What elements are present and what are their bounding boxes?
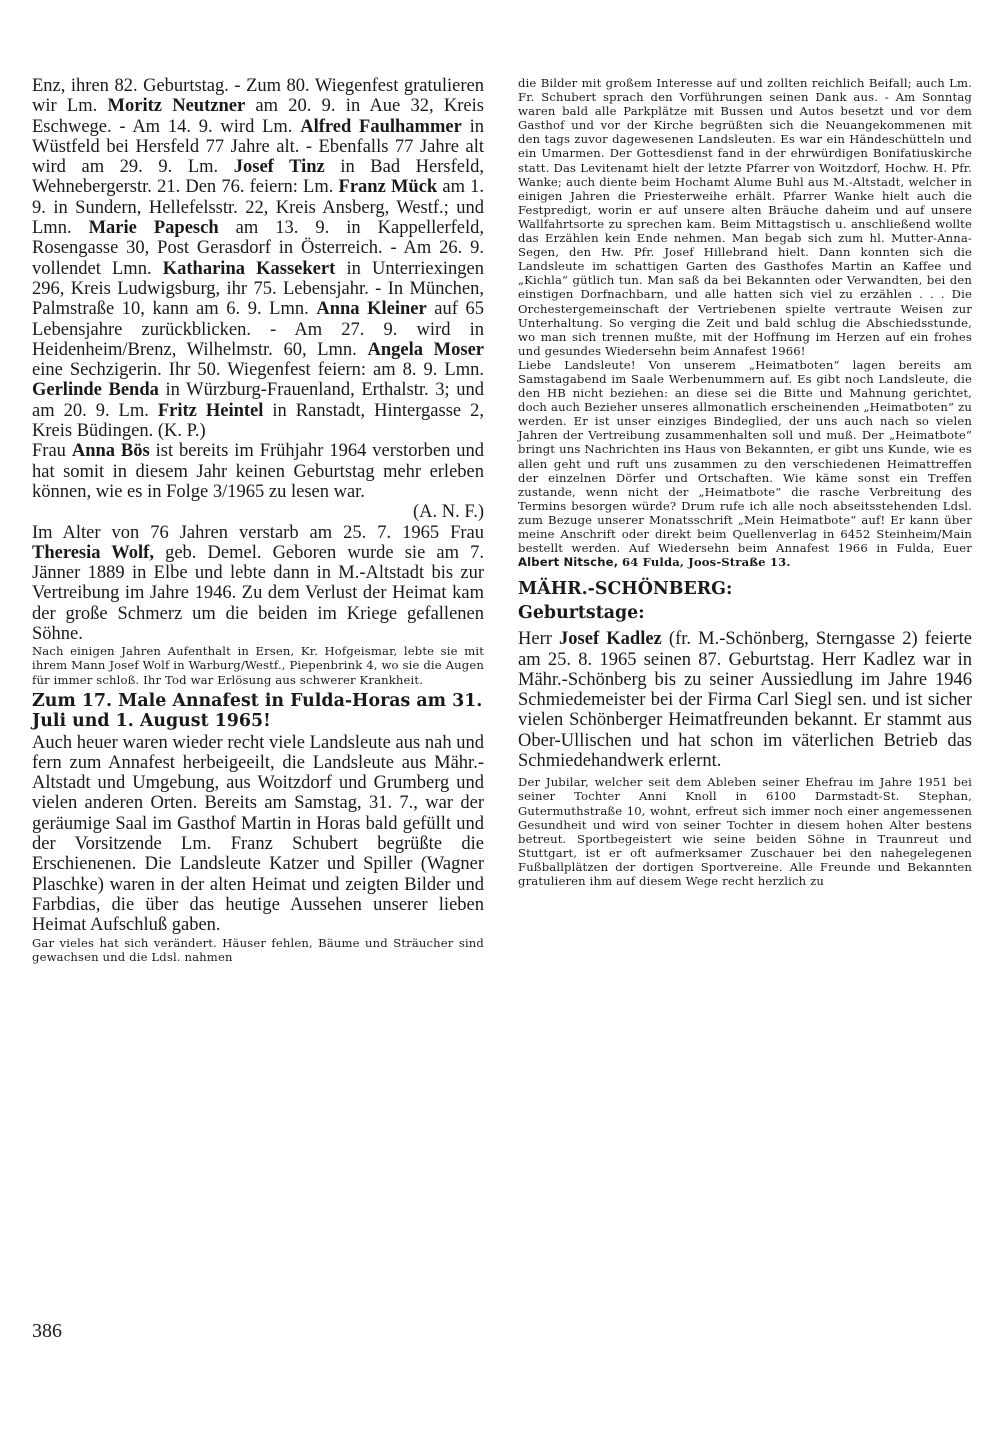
left-column: [32, 76, 484, 964]
obituary-continuation: Nach einigen Jahren Aufenthalt in Ersen, Kr. Hofgeismar, lebte sie mit ihrem Mann Josef Wolf in Warburg/Westf., Piepenbrink 4, wo sie die Augen für immer schloß. Ihr Tod war Erlösung aus schwerer Krankheit.: [32, 644, 484, 687]
kadlez-birthday: Herr Josef Kadlez (fr. M.-Schönberg, Sterngasse 2) feierte am 25. 8. 1965 seinen 87. Geburtstag. Herr Kadlez war in Mähr.-Schönberg bis zu seiner Aussiedlung im Jahre 1946 Schmiedemeister bei der Firma Carl Siegl sen. und ist sicher vielen Schönberger Heimatfreunden bekannt. Er stammt aus Ober-Ullischen und hat schon im väterlichen Betrieb das Schmiedehandwerk erlernt.: [518, 629, 972, 772]
kadlez-birthday-continued: Der Jubilar, welcher seit dem Ableben seiner Ehefrau im Jahre 1951 bei seiner Tochter Anni Knoll in 6100 Darmstadt-St. Stephan, Gutermuthstraße 10, wohnt, erfreut sich immer noch einer angemessenen Gesundheit und wird von seiner Tochter in diesem hohen Alter bestens betreut. Sportbegeistert wie seine beiden Söhne in Traunreut und Stuttgart, ist er oft aufmerksamer Zuschauer bei den nahegelegenen Fußballplätzen der dortigen Sportvereine. Alle Freunde und Bekannten gratulieren ihm auf diesem Wege recht herzlich zu: [518, 775, 972, 889]
right-column: [518, 76, 972, 888]
correction-paragraph: Frau Anna Bös ist bereits im Frühjahr 1964 verstorben und hat somit in diesem Jahr keinen Geburtstag mehr erleben können, wie es in Folge 3/1965 zu lesen war.: [32, 441, 484, 502]
birthday-announcements: Enz, ihren 82. Geburtstag. - Zum 80. Wiegenfest gratulieren wir Lm. Moritz Neutzner am 20. 9. in Aue 32, Kreis Eschwege. - Am 14. 9. wird Lm. Alfred Faulhammer in Wüstfeld bei Hersfeld 77 Jahre alt. - Ebenfalls 77 Jahre alt wird am 29. 9. Lm. Josef Tinz in Bad Hersfeld, Wehnebergerstr. 21. Den 76. feiern: Lm. Franz Mück am 1. 9. in Sundern, Hellefelsstr. 22, Kreis Ansberg, Westf.; und Lmn. Marie Papesch am 13. 9. in Kappellerfeld, Rosengasse 30, Post Gerasdorf in Österreich. - Am 26. 9. vollendet Lmn. Katharina Kassekert in Unterriexingen 296, Kreis Ludwigsburg, ihr 75. Lebensjahr. - In München, Palmstraße 10, kann am 6. 9. Lmn. Anna Kleiner auf 65 Lebensjahre zurückblicken. - Am 27. 9. wird in Heidenheim/Brenz, Wilhelmstr. 60, Lmn. Angela Moser eine Sechzigerin. Ihr 50. Wiegenfest feiern: am 8. 9. Lmn. Gerlinde Benda in Würzburg-Frauenland, Erthalstr. 3; und am 20. 9. Lm. Fritz Heintel in Ranstadt, Hintergasse 2, Kreis Büdingen. (K. P.): [32, 76, 484, 442]
correction-signature: (A. N. F.): [413, 502, 484, 523]
annafest-report: Auch heuer waren wieder recht viele Landsleute aus nah und fern zum Annafest herbeigeeilt, die Landsleute aus Mähr.-Altstadt und Umgebung, aus Woitzdorf und Grumberg und vielen anderen Orten. Bereits am Samstag, 31. 7., war der geräumige Saal im Gasthof Martin in Horas bald gefüllt und der Vorsitzende Lm. Franz Schubert begrüßte die Erschienenen. Die Landsleute Katzer und Spiller (Wagner Plaschke) waren in der alten Heimat und zeigten Bilder und Farbdias, die über das heutige Aussehen unserer lieben Heimat Aufschluß gaben.: [32, 732, 484, 936]
section-heading-maehr-schoenberg: MÄHR.-SCHÖNBERG:: [518, 579, 733, 600]
page-number: 386: [32, 1320, 62, 1342]
annafest-report-part2: die Bilder mit großem Interesse auf und zollten reichlich Beifall; auch Lm. Fr. Schubert sprach den Vorführungen seinen Dank aus. - Am Sonntag waren bald alle Parkplätze mit Bussen und Autos besetzt und vor dem Gasthof und vor der Kirche begrüßten sich die Neuangekommenen mit den tags zuvor dagewesenen Landsleuten. Es war ein Händeschütteln und ein Umarmen. Der Gottesdienst fand in der ehrwürdigen Bonifatiuskirche statt. Das Levitenamt hielt der letzte Pfarrer von Woitzdorf, Hochw. H. Pfr. Wanke; auch diente beim Hochamt Alume Buhl aus M.-Altstadt, welcher in einigen Jahren die Priesterweihe erhält. Pfarrer Wanke hielt auch die Festpredigt, worin er auf unsere alten Bräuche daheim und auf unsere Wallfahrtsorte zu sprechen kam. Beim Mittagstisch u. anschließend wollte das Erzählen kein Ende nehmen. Man begab sich zum hl. Mutter-Anna-Segen, den Hw. Pfr. Josef Hillebrand hielt. Dann konnten sich die Landsleute im schattigen Garten des Gasthofes Martin an Kaffee und „Kichla“ gütlich tun. Man saß da bei Bekannten oder Verwandten, bei den einstigen Dorfnachbarn, und alle hatten sich viel zu erzählen . . . Die Orchestergemeinschaft der Vertriebenen spielte vertraute Weisen zur Unterhaltung. So verging die Zeit und bald schlug die Abschiedsstunde, wo man sich trennen mußte, mit der Hoffnung im Herzen auf ein frohes und gesundes Wiedersehn beim Annafest 1966!: [518, 76, 972, 358]
obituary-paragraph: Im Alter von 76 Jahren verstarb am 25. 7. 1965 Frau Theresia Wolf, geb. Demel. Geboren wurde sie am 7. Jänner 1889 in Elbe und lebte dann in M.-Altstadt bis zur Vertreibung im Jahre 1946. Zu dem Verlust der Heimat kam der große Schmerz um die beiden im Kriege gefallenen Söhne.: [32, 522, 484, 645]
annafest-report-continued: Gar vieles hat sich verändert. Häuser fehlen, Bäume und Sträucher sind gewachsen und die Ldsl. nahmen: [32, 935, 484, 964]
subheading-geburtstage: Geburtstage:: [518, 603, 645, 624]
annafest-heading: Zum 17. Male Annafest in Fulda-Horas am 31. Juli und 1. August 1965!: [32, 690, 483, 731]
heimatbote-appeal: Liebe Landsleute! Von unserem „Heimatboten“ lagen bereits am Samstagabend im Saale Werbenummern auf. Es gibt noch Landsleute, die den HB nicht beziehen: an diese sei die Bitte und Mahnung gerichtet, doch auch Bezieher unseres allmonatlich erscheinenden „Heimatboten“ zu werden. Er ist unser einziges Bindeglied, der uns auch nach so vielen Jahren der Vertreibung zusammenhalten soll und muß. Der „Heimatbote“ bringt uns Nachrichten ins Haus von Bekannten, er gibt uns Kunde, wie es allen geht und ruft uns zusammen zu den verschiedenen Heimattreffen der einzelnen Dörfer und Ortschaften. Wie käme sonst ein Treffen zustande, wenn nicht der „Heimatbote“ die rasche Verbreitung des Termins besorgen würde? Drum rufe ich alle noch abseitsstehenden Ldsl. zum Bezuge unserer Monatsschrift „Mein Heimatbote“ auf! Er kann über meine Anschrift oder direkt beim Quellenverlag in 6452 Steinheim/Main bestellt werden. Auf Wiedersehn beim Annafest 1966 in Fulda, Euer Albert Nitsche, 64 Fulda, Joos-Straße 13.: [518, 357, 972, 570]
